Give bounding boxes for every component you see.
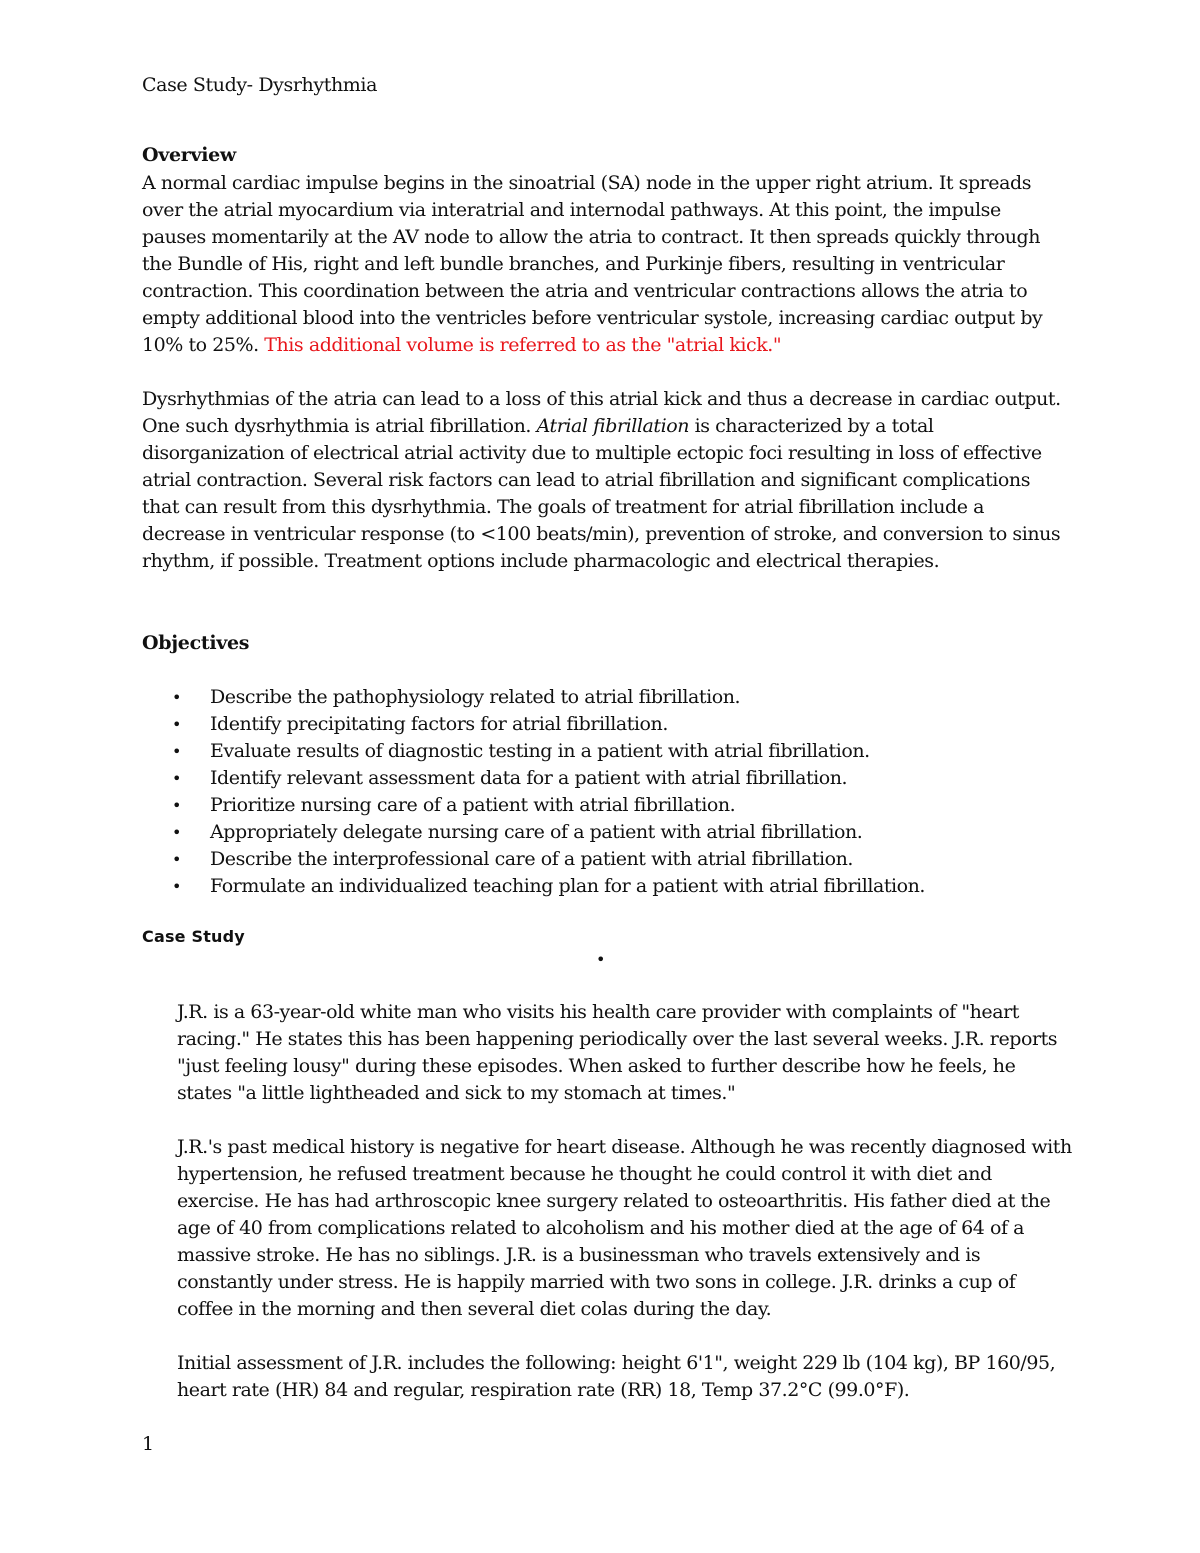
overview-paragraph-2-rest: is characterized by a total disorganization of electrical atrial activity due to multiple ectopic foci resulting in loss of effective atrial contraction. Several risk factors can lead to atrial fibrillation and significant complications that can result from this dysrhythmia. The goals of treatment for atrial fibrillation include a decrease in ventricular response (to <100 beats/min), prevention of stroke, and conversion to sinus rhythm, if possible. Treatment options include pharmacologic and electrical therapies. [142, 415, 1061, 572]
case-study-paragraph-1: J.R. is a 63-year-old white man who visits his health care provider with complaints of "heart racing." He states this has been happening periodically over the last several weeks. J.R. reports "just feeling lousy" during these episodes. When asked to further describe how he feels, he states "a little lightheaded and sick to my stomach at times." [177, 1001, 1058, 1104]
case-study-heading: Case Study [142, 927, 245, 946]
bullet-icon: • [172, 769, 181, 788]
list-item [142, 819, 1042, 846]
bullet-icon: • [172, 796, 181, 815]
list-item [142, 738, 1042, 765]
list-item [142, 765, 1042, 792]
objective-text: Describe the interprofessional care of a patient with atrial fibrillation. [210, 848, 853, 870]
objective-text: Identify relevant assessment data for a patient with atrial fibrillation. [210, 767, 848, 789]
objectives-list [142, 684, 1042, 900]
objectives-heading: Objectives [142, 632, 250, 654]
list-item [142, 792, 1042, 819]
bullet-icon: • [172, 850, 181, 869]
overview-paragraph-2-intro: Dysrhythmias of the atria can lead to a loss of this atrial kick and thus a decrease in cardiac output. One such dysrhythmia is atrial fibrillation. [142, 388, 1061, 437]
bullet-icon: • [172, 715, 181, 734]
objective-text: Appropriately delegate nursing care of a patient with atrial fibrillation. [210, 821, 863, 843]
objective-text: Evaluate results of diagnostic testing in a patient with atrial fibrillation. [210, 740, 870, 762]
document-title: Case Study- Dysrhythmia [142, 74, 378, 96]
overview-heading: Overview [142, 144, 236, 166]
bullet-icon: • [596, 950, 606, 969]
list-item [142, 711, 1042, 738]
objective-text: Describe the pathophysiology related to atrial fibrillation. [210, 686, 741, 708]
bullet-icon: • [172, 823, 181, 842]
bullet-icon: • [172, 742, 181, 761]
list-item [142, 684, 1042, 711]
case-study-paragraph-2: J.R.'s past medical history is negative for heart disease. Although he was recently diagnosed with hypertension, he refused treatment because he thought he could control it with diet and exercise. He has had arthroscopic knee surgery related to osteoarthritis. His father died at the age of 40 from complications related to alcoholism and his mother died at the age of 64 of a massive stroke. He has no siblings. J.R. is a businessman who travels extensively and is constantly under stress. He is happily married with two sons in college. J.R. drinks a cup of coffee in the morning and then several diet colas during the day. [177, 1136, 1072, 1320]
overview-paragraph-1-text: A normal cardiac impulse begins in the sinoatrial (SA) node in the upper right atrium. It spreads over the atrial myocardium via interatrial and internodal pathways. At this point, the impulse pauses momentarily at the AV node to allow the atria to contract. It then spreads quickly through the Bundle of His, right and left bundle branches, and Purkinje fibers, resulting in ventricular contraction. This coordination between the atria and ventricular contractions allows the atria to empty additional blood into the ventricles before ventricular systole, increasing cardiac output by 10% to 25%. [142, 172, 1043, 356]
atrial-kick-highlight: This additional volume is referred to as the "atrial kick." [264, 334, 782, 356]
objective-text: Formulate an individualized teaching plan for a patient with atrial fibrillation. [210, 875, 926, 897]
objective-text: Identify precipitating factors for atrial fibrillation. [210, 713, 668, 735]
overview-paragraph-1 [142, 170, 1067, 359]
list-item [142, 873, 1042, 900]
bullet-icon: • [172, 877, 181, 896]
list-item [142, 846, 1042, 873]
objective-text: Prioritize nursing care of a patient with atrial fibrillation. [210, 794, 736, 816]
case-study-paragraph-3: Initial assessment of J.R. includes the following: height 6'1", weight 229 lb (104 kg), BP 160/95, heart rate (HR) 84 and regular, respiration rate (RR) 18, Temp 37.2°C (99.0°F). [177, 1352, 1056, 1401]
bullet-icon: • [172, 688, 181, 707]
page-number: 1 [142, 1433, 155, 1455]
atrial-fibrillation-term: Atrial fibrillation [536, 415, 689, 437]
overview-paragraph-2 [142, 386, 1067, 575]
